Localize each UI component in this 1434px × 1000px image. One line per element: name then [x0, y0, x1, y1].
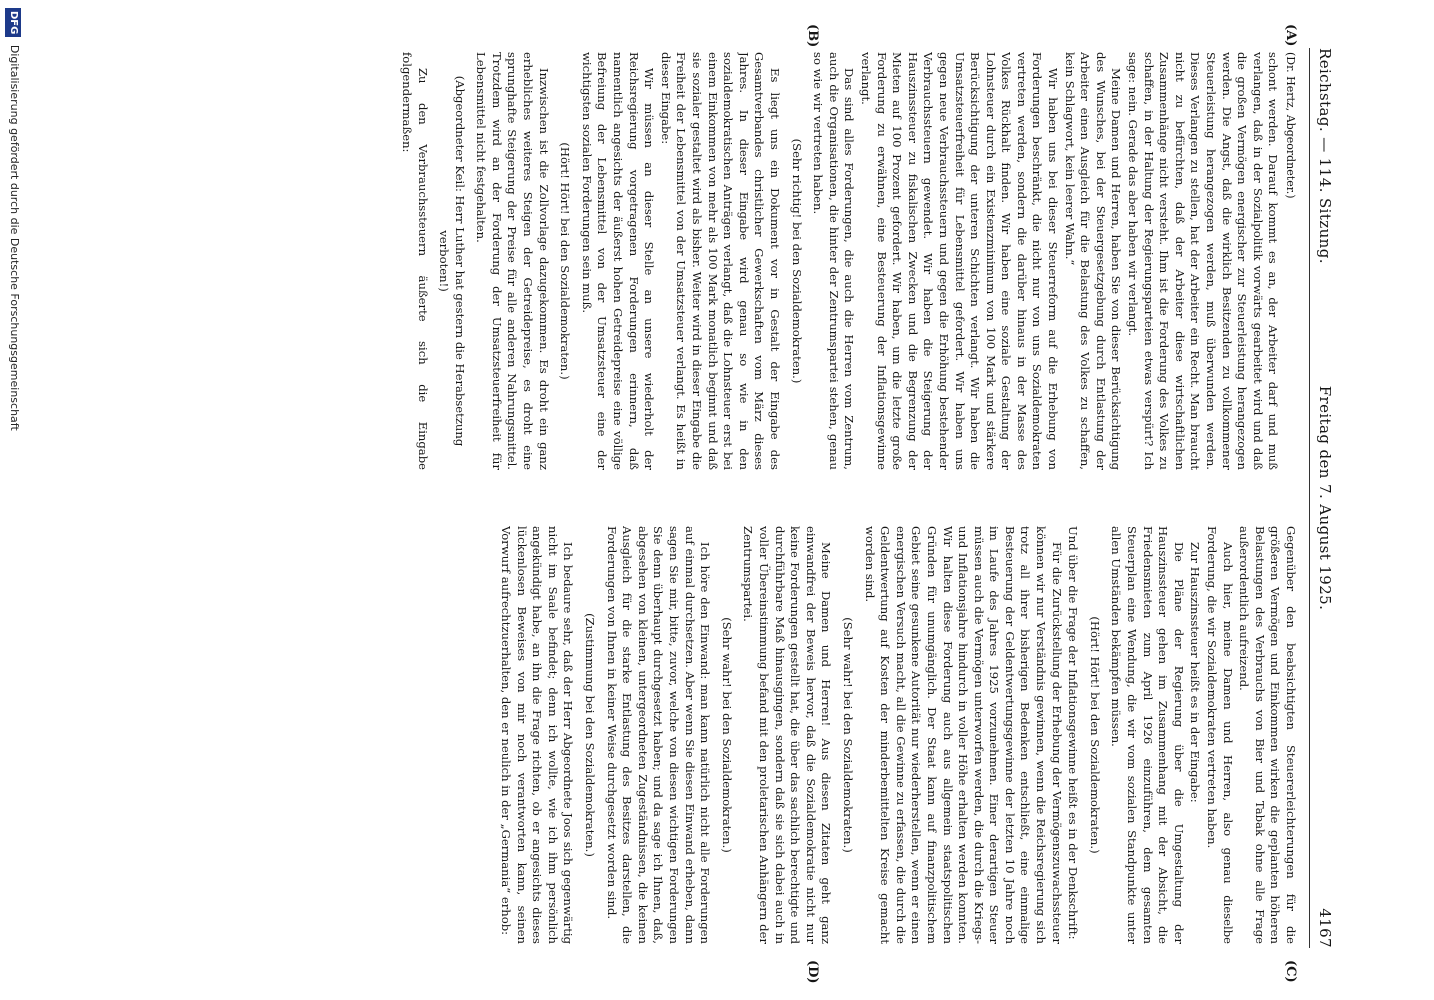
- paragraph: Ich höre den Einwand: man kann natürlich nicht alle Forderungen auf einmal durchsetzen. Aber wenn Sie diesen Einwand erheben, dann sagen Sie mir, bitte, zuvor, welche von diesen wichtigen Forderungen Sie denn überhaupt durchgesetzt haben; und da sage ich Ihnen, daß, abgesehen von kleinen, untergeordneten Zugeständnissen, die keinen Ausgleich für die starke Entlastung des Besitzes darstellen, die Forderungen von Ihnen in keiner Weise durchgesetzt worden sind.: [604, 526, 713, 944]
- margin-marker-b: (B): [805, 24, 820, 48]
- paragraph: Auch hier, meine Damen und Herren, also genau dieselbe Forderung, die wir Sozialdemokraten vertreten haben.: [1205, 526, 1235, 944]
- paragraph: Es liegt uns ein Dokument vor in Gestalt der Eingabe des Gesamtverbandes christlicher Gewerkschaften vom März dieses Jahres. In dieser Eingabe wird genau so wie in den sozialdemokratischen Anträgen verlangt, daß die Lohnsteuer erst bei einem Einkommen von mehr als 100 Mark monatlich beginnt und daß sie sozialer gestaltet wird als bisher. Weiter wird in dieser Eingabe die Freiheit der Lebensmittel von der Umsatzsteuer verlangt. Es heißt in dieser Eingabe:: [658, 52, 782, 470]
- left-column: [36, 52, 1298, 470]
- document-page: [0, 8, 1420, 988]
- paragraph: schont werden. Darauf kommt es an, der Arbeiter darf und muß verlangen, daß in der Sozialpolitik vorwärts gearbeitet wird und daß die großen Vermögen energischer zur Steuerleistung herangezogen werden. Die Angst, daß die wirklich Besitzenden zu vollkommener Steuerleistung herangezogen werden, muß überwunden werden. Dieses Verlangen zu stellen, hat der Arbeiter ein Recht. Man braucht nicht zu befürchten, daß der Arbeiter diese wirtschaftlichen Zusammenhänge nicht versteht. Ihm ist die Forderung des Volkes zu schaffen, in der Haltung der Regierungsparteien etwas verspürt? Ich sage: nein. Gerade das aber haben wir verlangt.: [1126, 52, 1281, 470]
- interjection: (Hört! Hört! bei den Sozialdemokraten.): [1087, 616, 1102, 854]
- interjection: (Hört! Hört! bei den Sozialdemokraten.): [558, 142, 573, 380]
- quote-paragraph: Gegenüber den beabsichtigten Steuererleichterungen für die größeren Vermögen und Einkommen wirken die geplanten höheren Belastungen des Verbrauchs von Bier und Tabak ohne alle Frage außerordentlich aufreizend.: [1237, 526, 1298, 944]
- paragraph: Wir haben uns bei dieser Steuerreform auf die Erhebung von Forderungen beschränkt, die nicht nur von uns Sozialdemokraten vertreten werden, sondern die darüber hinaus in der Masse des Volkes Rückhalt finden. Wir haben eine soziale Gestaltung der Lohnsteuer durch ein Existenzminimum von 100 Mark und stärkere Berücksichtigung der unteren Schichten verlangt. Wir haben die Umsatzsteuerfreiheit für Lebensmittel gefordert. Wir haben uns gegen neue Verbrauchssteuern und gegen die Erhöhung bestehender Verbrauchssteuern gewendet. Wir haben die Steigerung der Hauszinssteuer zu fiskalischen Zwecken und die Begrenzung der Mieten auf 100 Prozent gefordert. Wir haben, um die letzte große Forderung zu erwähnen, eine Besteuerung der Inflationsgewinne verlangt.: [858, 52, 1061, 470]
- interjection: (Zustimmung bei den Sozialdemokraten.): [583, 613, 598, 857]
- quote-paragraph: Für die Zurückstellung der Erhebung der Vermögenszuwachssteuer können wir nur Verständnis gewinnen, wenn die Reichsregierung sich trotz all ihrer bisherigen Bedenken entschließt, eine einmalige Besteuerung der Geldentwertungsgewinne der letzten 10 Jahre noch im Laufe des Jahres 1925 vorzunehmen. Einer derartigen Steuer müssen auch die Vermögen unterworfen werden, die durch die Kriegs- und Inflationsjahre hindurch in voller Höhe erhalten werden konnten. Wir halten diese Forderung auch aus allgemein staatspolitischen Gründen für unumgänglich. Der Staat kann auf finanzpolitischem Gebiet seine gesunkene Autorität nur wiederherstellen, wenn er einen energischen Versuch macht, all die Gewinne zu erfassen, die durch die Geldentwertung auf Kosten der minderbemittelten Kreise gemacht worden sind.: [862, 526, 1064, 944]
- paragraph: Meine Damen und Herren! Aus diesen Zitaten geht ganz einwandfrei der Beweis hervor, daß die Sozialdemokratie nicht nur keine Forderungen gestellt hat, die über das sachlich berechtigte und durchführbare Maß hinausgingen, sondern daß sie sich dabei auch in voller Übereinstimmung befand mit den proletarischen Anhängern der Zentrumspartei.: [741, 526, 834, 944]
- page-header: [1312, 48, 1332, 948]
- quote-paragraph: Wir müssen an dieser Stelle an unsere wiederholt der Reichsregierung vorgetragenen Forderungen erinnern, daß namentlich angesichts der äußerst hohen Getreidepreise eine völlige Befreiung der Lebensmittel von der Umsatzsteuer eine der wichtigsten sozialen Forderungen sein muß.: [579, 52, 657, 470]
- header-page-number: 4167: [1316, 908, 1334, 948]
- interjection: (Sehr wahr! bei den Sozialdemokraten.): [719, 617, 734, 853]
- paragraph: Und über die Frage der Inflationsgewinne heißt es in der Denkschrift:: [1066, 526, 1081, 940]
- paragraph: Zu den Verbrauchssteuern äußerte sich die Eingabe folgendermaßen:: [399, 52, 430, 470]
- paragraph: Das sind alles Forderungen, die auch die Herren vom Zentrum, auch die Organisationen, die hinter der Zentrumspartei stehen, genau so wie wir vertreten haben.: [811, 52, 857, 470]
- paragraph: Ich bedaure sehr, daß der Herr Abgeordnete Joos sich gegenwärtig nicht im Saale befindet; denn ich wollte, wie ich ihm persönlich angekündigt habe, an ihn die Frage richten, ob er angesichts dieses lückenlosen Beweises von mir noch verantworten kann, seinen Vorwurf aufrechtzuerhalten, den er neulich in der „Germania“ erhob:: [499, 526, 576, 944]
- footer-text: Digitalisierung gefördert durch die Deutsche Forschungsgemeinschaft: [8, 44, 21, 431]
- interjection: (Sehr richtig! bei den Sozialdemokraten.): [789, 138, 804, 384]
- paragraph: Zur Hauszinssteuer heißt es in der Eingabe:: [1188, 542, 1203, 803]
- interjection: (Abgeordneter Keil: Herr Luther hat gestern die Herabsetzung verboten!): [437, 75, 467, 447]
- margin-marker-d: (D): [805, 960, 820, 984]
- margin-marker-c: (C): [1283, 960, 1298, 983]
- margin-marker-a: (A): [1283, 24, 1298, 47]
- paragraph: Inzwischen ist die Zollvorlage dazugekommen. Es droht ein ganz erhebliches weiteres Steigen der Getreidepreise, es droht eine sprunghafte Steigerung der Preise für alle anderen Nahrungsmittel. Trotzdem wird an der Forderung der Umsatzsteuerfreiheit für Lebensmittel nicht festgehalten.: [474, 52, 551, 470]
- speaker-label: (Dr. Hertz, Abgeordneter.): [1284, 52, 1297, 199]
- header-date: Freitag den 7. August 1925.: [1316, 385, 1334, 611]
- interjection: (Sehr wahr! bei den Sozialdemokraten.): [840, 617, 855, 853]
- header-session: Reichstag. — 114. Sitzung.: [1316, 48, 1334, 264]
- quote-paragraph: Die Pläne der Regierung über die Umgestaltung der Hauszinssteuer gehen im Zusammenhang mit der Absicht, die Friedensmieten zum April 1926 einzuführen, dem gesamten Steuerplan eine Wendung, die wir vom sozialen Standpunkte unter allen Umständen bekämpfen müssen.: [1109, 526, 1186, 944]
- dfg-logo: DFG: [5, 8, 21, 37]
- header-rule: [1309, 48, 1310, 948]
- paragraph: Meine Damen und Herren, haben Sie von dieser Berücksichtigung des Wunsches, bei der Steuergesetzgebung durch Entlastung der Arbeiter einen Ausgleich für die Belastung des Volkes zu schaffen, kein Schlagwort, kein leerer Wahn.“: [1062, 52, 1124, 470]
- digitization-footer: [4, 8, 22, 988]
- right-column: [36, 526, 1298, 944]
